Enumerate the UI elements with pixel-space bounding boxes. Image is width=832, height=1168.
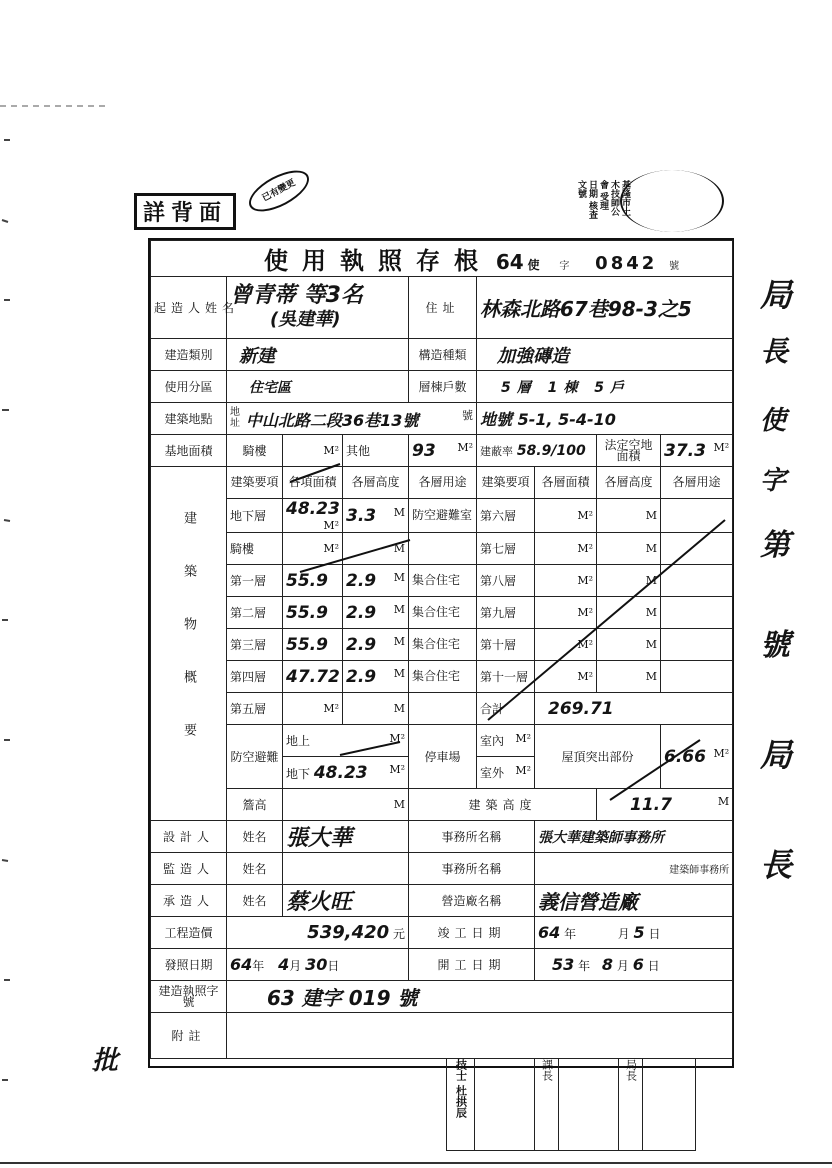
- designer-name: 張大華: [283, 821, 409, 853]
- area-unit: M²: [577, 670, 593, 683]
- floor-name: 第四層: [227, 661, 283, 693]
- site-lot: 地號 5-1, 5-4-10: [477, 403, 733, 435]
- height-unit: M: [645, 509, 657, 522]
- note-label: 附註: [151, 1013, 227, 1059]
- right-fragment: 字: [760, 466, 788, 496]
- floor-name-right: 第八層: [477, 565, 535, 597]
- floor-area-value: 48.23: [286, 499, 340, 519]
- designer-label: 設計人: [151, 821, 227, 853]
- building-height-label: 建築高度: [409, 789, 597, 821]
- other-label: 其他: [346, 444, 371, 458]
- roof-value: 6.66: [664, 746, 706, 767]
- address-label: 住址: [409, 277, 477, 339]
- header-left-item: 建築要項: [227, 467, 283, 499]
- license-ji: 字: [559, 261, 570, 272]
- eaves-label: 簷高: [227, 789, 283, 821]
- floor-area-value: 47.72: [286, 666, 340, 687]
- approval-col-3-label: 局長: [619, 1059, 643, 1151]
- floor-name-right: 合計: [477, 693, 535, 725]
- coverage-value: 58.9/100: [516, 442, 586, 459]
- height-unit: M: [393, 666, 405, 680]
- right-fragment-column: [760, 270, 820, 920]
- header-right-area: 各層面積: [535, 467, 597, 499]
- contractor-label: 承造人: [151, 885, 227, 917]
- building-height-unit: M: [717, 794, 730, 808]
- completion-year: 64: [538, 923, 561, 942]
- height-unit: M: [645, 670, 657, 683]
- form-title: 使用執照存根: [264, 246, 492, 275]
- receipt-note: 基隆市土木技師公會 受理 日期 核查 文號: [576, 180, 630, 220]
- arcade-unit: M²: [323, 444, 339, 457]
- cost-label: 工程造價: [151, 917, 227, 949]
- indoor-unit: M²: [515, 732, 531, 745]
- coverage-label: 建蔽率: [480, 444, 513, 458]
- floor-name-right: 第九層: [477, 597, 535, 629]
- area-unit: M²: [323, 542, 339, 555]
- approval-col-2: [559, 1059, 619, 1151]
- floor-use: 集合住宅: [409, 565, 477, 597]
- contractor-company-label: 營造廠名稱: [409, 885, 535, 917]
- floor-name-right: 第十一層: [477, 661, 535, 693]
- issue-label: 發照日期: [151, 949, 227, 981]
- completion-label: 竣工日期: [409, 917, 535, 949]
- right-fragment: 長: [760, 846, 794, 884]
- license-year: 64: [495, 250, 524, 274]
- right-fragment: 局: [760, 276, 794, 314]
- cost-value: 539,420: [307, 922, 390, 943]
- header-left-height: 各層高度: [343, 467, 409, 499]
- section-label: 建築物概要: [151, 467, 227, 821]
- shelter-above-unit: M²: [389, 732, 405, 745]
- other-unit: M²: [457, 440, 473, 454]
- category-value: 新建: [227, 339, 409, 371]
- height-unit: M: [645, 606, 657, 619]
- start-year: 53: [552, 955, 575, 974]
- category-label: 建造類別: [151, 339, 227, 371]
- issue-date: 64年 4月 30日: [227, 949, 409, 981]
- floor-use: 集合住宅: [409, 661, 477, 693]
- outdoor-unit: M²: [515, 764, 531, 777]
- floor-name: 騎樓: [227, 533, 283, 565]
- floor-height-value: 2.9: [346, 602, 377, 623]
- legal-label: 法定空地面積: [597, 435, 661, 467]
- floor-name-right: 第六層: [477, 499, 535, 533]
- parking-label: 停車場: [409, 725, 477, 789]
- structure-label: 構造種類: [409, 339, 477, 371]
- start-day: 6: [632, 955, 644, 974]
- builder-label: 起造人姓名: [151, 277, 227, 339]
- floor-use: 集合住宅: [409, 597, 477, 629]
- floor-name-right: 第七層: [477, 533, 535, 565]
- header-right-use: 各層用途: [661, 467, 733, 499]
- height-unit: M: [393, 702, 405, 715]
- right-fragment: 長: [760, 335, 790, 368]
- designer-office: 張大華建築師事務所: [535, 821, 733, 853]
- site-prefix: 地址: [230, 406, 240, 429]
- shelter-label: 防空避難: [227, 725, 283, 789]
- right-fragment: 使: [760, 406, 788, 436]
- floor-height-value: 3.3: [346, 505, 377, 526]
- height-unit: M: [393, 542, 405, 555]
- floor-height-value: 2.9: [346, 666, 377, 687]
- designer-office-label: 事務所名稱: [409, 821, 535, 853]
- floor-name: 地下層: [227, 499, 283, 533]
- approval-col-1-label: 技士 杜拱辰: [447, 1059, 475, 1151]
- outdoor-label: 室外: [480, 766, 505, 780]
- approval-block: [446, 1058, 696, 1151]
- issue-month: 4: [278, 955, 290, 974]
- shelter-below-value: 48.23: [313, 762, 368, 783]
- eaves-unit: M: [393, 798, 405, 811]
- issue-day: 30: [305, 955, 328, 974]
- contractor-name-label: 姓名: [227, 885, 283, 917]
- floor-name: 第三層: [227, 629, 283, 661]
- height-unit: M: [393, 505, 405, 519]
- header-right-height: 各層高度: [597, 467, 661, 499]
- contractor-name: 蔡火旺: [283, 885, 409, 917]
- area-unit: M²: [323, 702, 339, 715]
- floors-value: 5層 1棟 5戶: [477, 371, 733, 403]
- completion-day: 5: [633, 923, 645, 942]
- height-unit: M: [645, 638, 657, 651]
- start-date: 53 年 8 月 6 日: [535, 949, 733, 981]
- right-fragment: 第: [760, 528, 791, 563]
- height-unit: M: [393, 602, 405, 616]
- contractor-company: 義信營造廠: [535, 885, 733, 917]
- permit-value: 63 建字 019 號: [227, 981, 733, 1013]
- area-unit: M²: [577, 638, 593, 651]
- floors-label: 層棟戶數: [409, 371, 477, 403]
- license-hao: 號: [669, 261, 680, 272]
- small-oval-stamp: 已有變更: [243, 162, 315, 219]
- area-unit: M²: [577, 542, 593, 555]
- floor-name: 第二層: [227, 597, 283, 629]
- supervisor-name-label: 姓名: [227, 853, 283, 885]
- floor-use: 防空避難室: [409, 499, 477, 533]
- site-label: 建築地點: [151, 403, 227, 435]
- bottom-edge-line: [0, 1162, 832, 1164]
- marginal-note: 批: [92, 1046, 120, 1076]
- floor-area-value: 55.9: [286, 570, 328, 591]
- floor-area-value: 55.9: [286, 602, 328, 623]
- structure-value: 加強磚造: [477, 339, 733, 371]
- builder-address: 林森北路67巷98-3之5: [477, 277, 733, 339]
- supervisor-label: 監造人: [151, 853, 227, 885]
- builder-name-main: 曾青蒂 等3名: [230, 282, 363, 308]
- floor-area-value: 55.9: [286, 634, 328, 655]
- permit-label: 建造執照字號: [151, 981, 227, 1013]
- floor-height-value: 2.9: [346, 634, 377, 655]
- zone-label: 使用分區: [151, 371, 227, 403]
- right-fragment: 號: [760, 628, 791, 663]
- site-hao: 號: [462, 408, 473, 422]
- legal-value: 37.3: [664, 440, 706, 461]
- area-unit: M²: [577, 606, 593, 619]
- area-unit: M²: [323, 519, 339, 532]
- area-label: 基地面積: [151, 435, 227, 467]
- site-value: 中山北路二段36巷13號: [245, 410, 419, 430]
- building-height-value: 11.7: [630, 794, 672, 815]
- legal-unit: M²: [713, 440, 730, 454]
- arcade-label: 騎樓: [227, 435, 283, 467]
- header-right-item: 建築要項: [477, 467, 535, 499]
- approval-col-1: [475, 1059, 535, 1151]
- area-unit: M²: [577, 509, 593, 522]
- total-value: 269.71: [548, 698, 614, 719]
- floor-use: 集合住宅: [409, 629, 477, 661]
- shelter-below-label: 地下: [286, 766, 311, 781]
- height-unit: M: [393, 570, 405, 584]
- header-left-area: 各項面積: [283, 467, 343, 499]
- shelter-below-unit: M²: [389, 762, 405, 776]
- supervisor-office-label: 事務所名稱: [409, 853, 535, 885]
- zone-value: 住宅區: [227, 371, 409, 403]
- seal-detail-back: 詳背面: [134, 193, 236, 230]
- approval-col-2-label: 課長: [535, 1059, 559, 1151]
- cost-unit: 元: [392, 927, 405, 941]
- floor-name-right: 第十層: [477, 629, 535, 661]
- approval-col-3: [643, 1059, 696, 1151]
- other-value: 93: [412, 440, 436, 461]
- license-type: 使: [527, 258, 540, 272]
- license-number: 0842: [595, 253, 658, 274]
- floor-name: 第五層: [227, 693, 283, 725]
- floor-name: 第一層: [227, 565, 283, 597]
- start-label: 開工日期: [409, 949, 535, 981]
- floor-height-value: 2.9: [346, 570, 377, 591]
- builder-name-sub: (吳建華): [270, 308, 341, 330]
- right-fragment: 局: [760, 736, 794, 774]
- header-left-use: 各層用途: [409, 467, 477, 499]
- roof-label: 屋頂突出部份: [535, 725, 661, 789]
- shelter-above-label: 地上: [286, 734, 311, 748]
- issue-year: 64: [230, 955, 253, 974]
- start-month: 8: [601, 955, 614, 974]
- designer-name-label: 姓名: [227, 821, 283, 853]
- roof-unit: M²: [713, 746, 730, 760]
- height-unit: M: [645, 574, 657, 587]
- area-unit: M²: [577, 574, 593, 587]
- height-unit: M: [645, 542, 657, 555]
- supervisor-office: 建築師事務所: [535, 853, 733, 885]
- height-unit: M: [393, 634, 405, 648]
- completion-date: 64 年 月 5 日: [535, 917, 733, 949]
- indoor-label: 室內: [480, 734, 505, 748]
